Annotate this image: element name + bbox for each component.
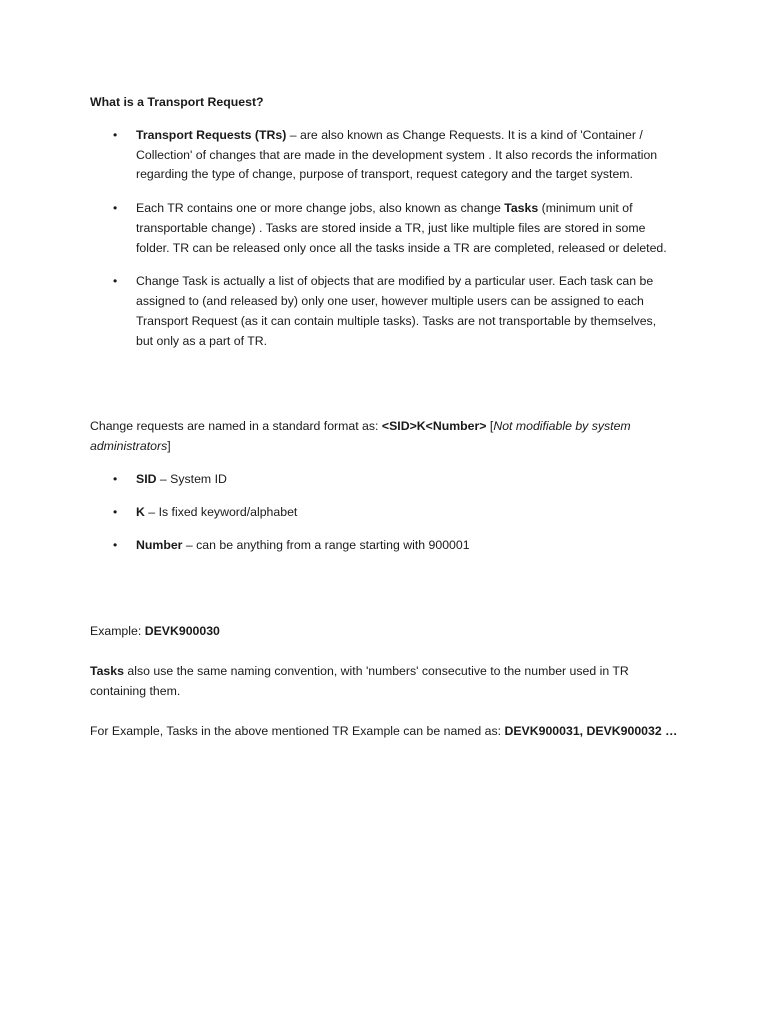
format-line-1: Change requests are named in a standard format as: <SID>K<Number> [Not modifiable by system xyxy=(90,419,631,433)
bullet-marker: • xyxy=(113,274,118,288)
bullet-marker: • xyxy=(113,472,118,486)
tr-bullet-3-line-4: but only as a part of TR. xyxy=(136,334,268,348)
bullet-marker: • xyxy=(113,505,118,519)
tasks-note-line-2: containing them. xyxy=(90,684,181,698)
format-item-k: K – Is fixed keyword/alphabet xyxy=(136,505,298,519)
tr-bullet-1-line-2: Collection' of changes that are made in the development system . It also records the information xyxy=(136,148,658,162)
bullet-marker: • xyxy=(113,128,118,142)
bullet-marker: • xyxy=(113,538,118,552)
tasks-example-line: For Example, Tasks in the above mentioned TR Example can be named as: DEVK900031, DEVK900032 … xyxy=(90,724,678,738)
tr-bullet-2-line-1: Each TR contains one or more change jobs, also known as change Tasks (minimum unit of xyxy=(136,201,633,215)
format-item-number: Number – can be anything from a range starting with 900001 xyxy=(136,538,470,552)
format-line-2: administrators] xyxy=(90,439,171,453)
tr-bullet-2-line-3: folder. TR can be released only once all the tasks inside a TR are completed, released or deleted. xyxy=(136,241,667,255)
format-item-sid: SID – System ID xyxy=(136,472,227,486)
tasks-note-line-1: Tasks also use the same naming convention, with 'numbers' consecutive to the number used in TR xyxy=(90,664,629,678)
tr-bullet-3-line-3: Transport Request (as it can contain multiple tasks). Tasks are not transportable by themselves, xyxy=(136,314,657,328)
tr-bullet-3-line-1: Change Task is actually a list of objects that are modified by a particular user. Each task can be xyxy=(136,274,654,288)
tr-bullet-1-line-3: regarding the type of change, purpose of transport, request category and the target system. xyxy=(136,167,633,181)
heading: What is a Transport Request? xyxy=(90,95,264,109)
tr-bullet-3-line-2: assigned to (and released by) only one user, however multiple users can be assigned to each xyxy=(136,294,644,308)
tr-bullet-2-line-2: transportable change) . Tasks are stored inside a TR, just like multiple files are stored in some xyxy=(136,221,646,235)
example-line: Example: DEVK900030 xyxy=(90,624,220,638)
bullet-marker: • xyxy=(113,201,118,215)
tr-bullet-1-line-1: Transport Requests (TRs) – are also known as Change Requests. It is a kind of 'Container / xyxy=(136,128,643,142)
